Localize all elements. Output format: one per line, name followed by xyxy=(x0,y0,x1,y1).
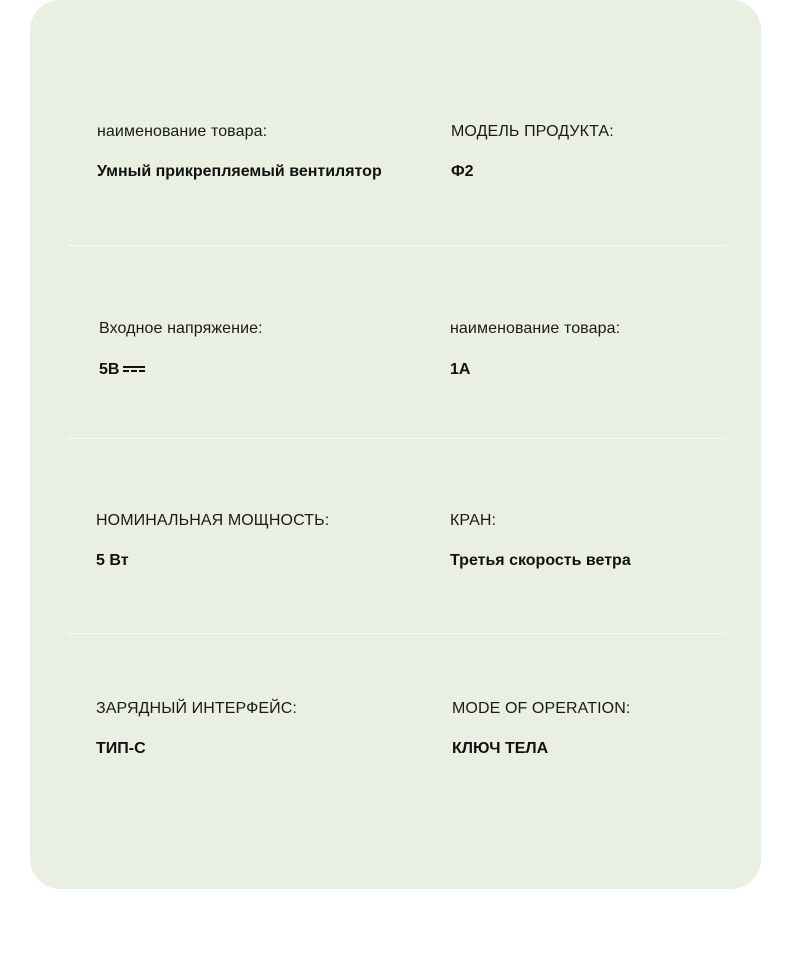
spec-value-mode-of-operation: КЛЮЧ ТЕЛА xyxy=(452,740,549,757)
row-divider xyxy=(68,633,726,634)
spec-value-product-model: Ф2 xyxy=(451,163,474,180)
spec-label-input-voltage: Входное напряжение: xyxy=(99,320,263,337)
spec-value-wind-speed: Третья скорость ветра xyxy=(450,552,631,569)
spec-value-current: 1А xyxy=(450,361,471,378)
spec-value-input-voltage xyxy=(99,361,145,379)
spec-label-rated-power: НОМИНАЛЬНАЯ МОЩНОСТЬ: xyxy=(96,512,330,529)
row-divider xyxy=(68,438,726,439)
spec-label-mode-of-operation: MODE OF OPERATION: xyxy=(452,700,631,717)
spec-label-product-name-2: наименование товара: xyxy=(450,320,621,337)
row-divider xyxy=(68,245,726,246)
spec-value-input-voltage-text: 5В xyxy=(99,361,120,378)
spec-value-charging-interface: ТИП-С xyxy=(96,740,146,757)
spec-label-tap: КРАН: xyxy=(450,512,497,529)
spec-value-product-name: Умный прикрепляемый вентилятор xyxy=(97,163,382,180)
spec-label-charging-interface: ЗАРЯДНЫЙ ИНТЕРФЕЙС: xyxy=(96,700,297,717)
spec-label-product-name: наименование товара: xyxy=(97,123,268,140)
spec-value-rated-power: 5 Вт xyxy=(96,552,129,569)
spec-label-product-model: МОДЕЛЬ ПРОДУКТА: xyxy=(451,123,614,140)
dc-current-icon xyxy=(123,364,145,374)
